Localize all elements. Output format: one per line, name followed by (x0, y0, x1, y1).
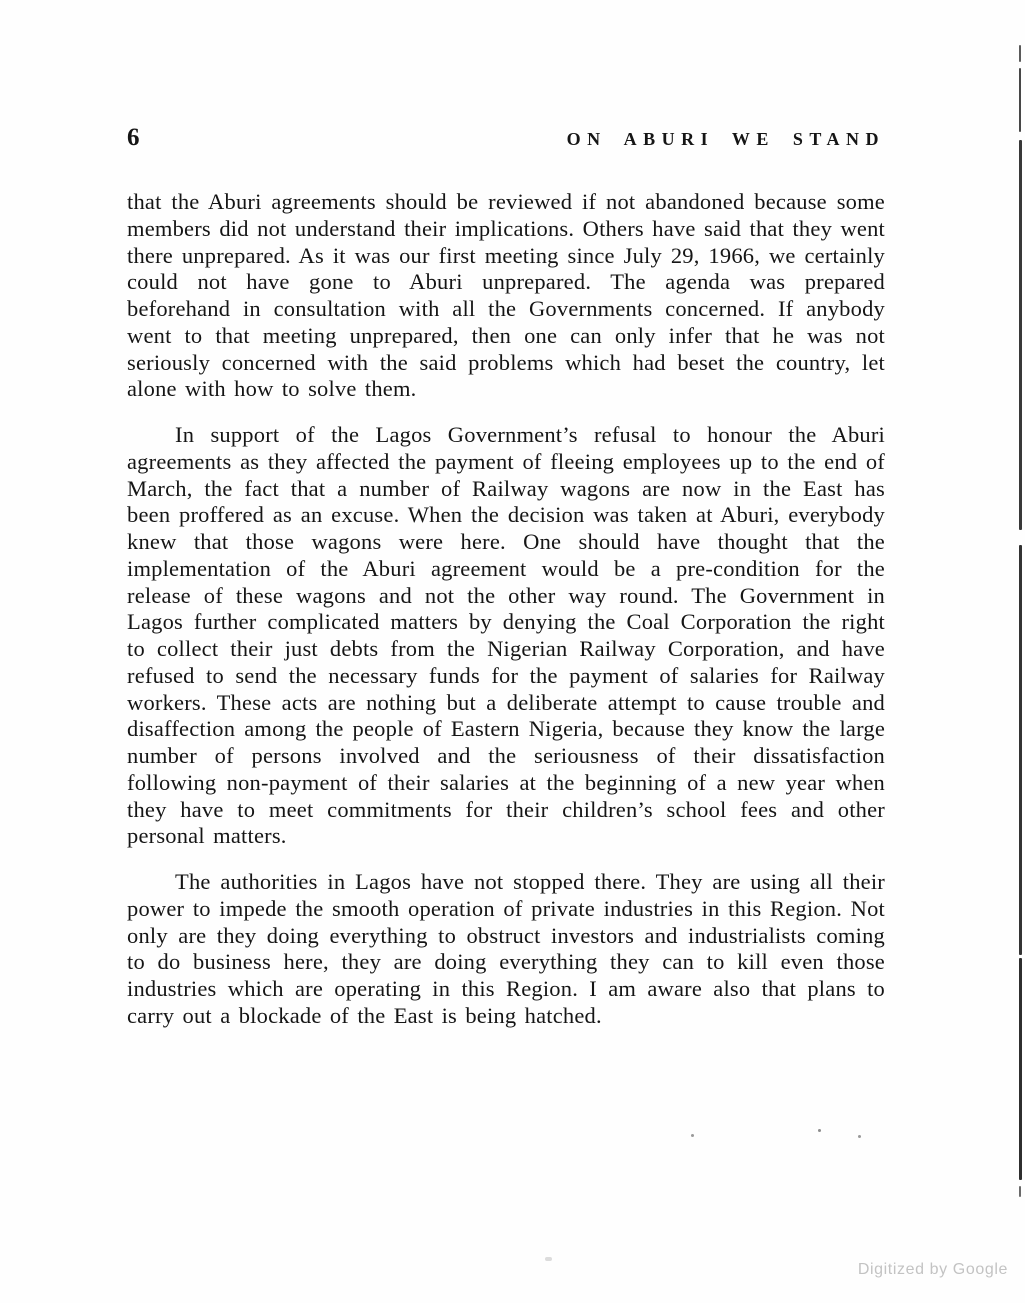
page-body-text (127, 189, 885, 1030)
paragraph-1: that the Aburi agreements should be reviewed if not abandoned because some members did not understand their implications. Others have said that they went there unprepared. As it was our first meeting since July 29, 1966, we certainly could not have gone to Aburi unprepared. The agenda was prepared beforehand in consultation with all the Governments concerned. If anybody went to that meeting unprepared, then one can only infer that he was not seriously concerned with the said problems which had beset the country, let alone with how to solve them. (127, 189, 885, 402)
scan-speck (545, 1257, 552, 1261)
scan-artifact-line (1019, 140, 1022, 530)
scan-artifact-line (1019, 45, 1021, 62)
scan-speck (818, 1129, 821, 1132)
page-number: 6 (127, 124, 140, 151)
paragraph-2: In support of the Lagos Government’s refusal to honour the Aburi agreements as they affected the payment of fleeing employees up to the end of March, the fact that a number of Railway wagons are now in the East has been proffered as an excuse. When the decision was taken at Aburi, everybody knew that those wagons were here. One should have thought that the implementation of the Aburi agreement would be a pre-condition for the release of these wagons and not the other way round. The Government in Lagos further complicated matters by denying the Coal Corporation the right to collect their just debts from the Nigerian Railway Corporation, and have refused to send the necessary funds for the payment of salaries for Railway workers. These acts are nothing but a deliberate attempt to cause trouble and disaffection among the people of Eastern Nigeria, because they know the large number of persons involved and the seriousness of their dissatisfaction following non-payment of their salaries at the beginning of a new year when they have to meet commitments for their children’s school fees and other personal matters. (127, 422, 885, 849)
scan-artifact-line (1019, 958, 1022, 1180)
scan-artifact-line (1019, 1186, 1021, 1197)
scan-speck (691, 1134, 694, 1137)
digitized-by-google-watermark: Digitized by Google (857, 1261, 1008, 1278)
running-header (127, 124, 885, 152)
running-header-title: ON ABURI WE STAND (566, 129, 885, 149)
scan-artifact-line (1019, 68, 1021, 132)
scan-speck (858, 1135, 861, 1138)
scan-artifact-line (1019, 545, 1022, 955)
paragraph-3: The authorities in Lagos have not stopped there. They are using all their power to impede the smooth operation of private industries in this Region. Not only are they doing everything to obstruct investors and industrialists coming to do business here, they are doing everything they can to kill even those industries which are operating in this Region. I am aware also that plans to carry out a blockade of the East is being hatched. (127, 869, 885, 1028)
